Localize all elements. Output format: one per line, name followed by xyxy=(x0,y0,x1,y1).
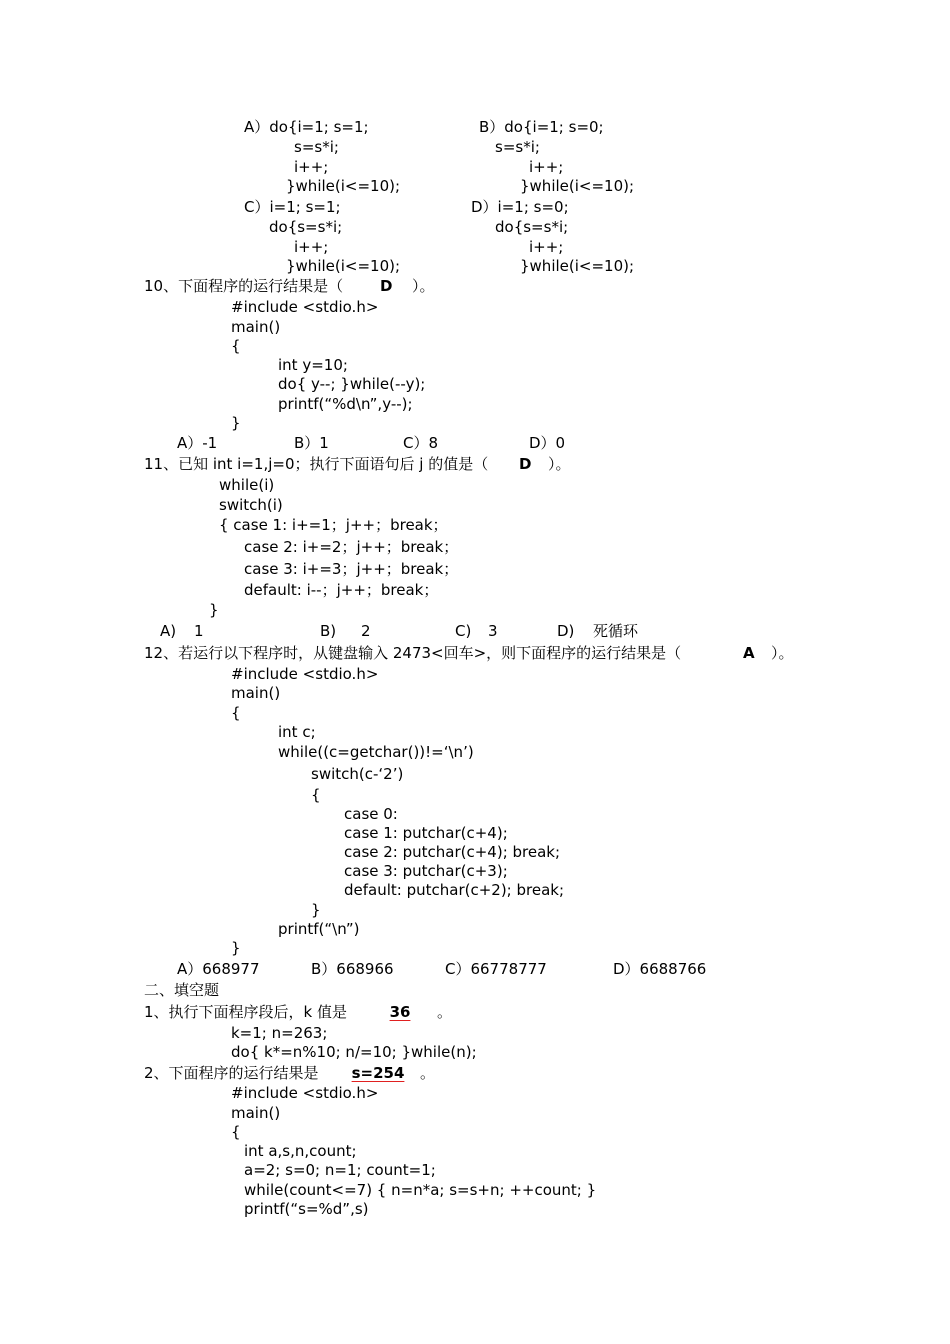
q11-code-line: case 2: i+=2；j++；break； xyxy=(244,538,459,556)
q11-option-a-label: A) xyxy=(160,622,177,640)
q9-option-b-line1: B）do{i=1; s=0; xyxy=(479,118,604,136)
q11-option-c-label: C) xyxy=(455,622,472,640)
fill-q2-stem-prefix: 2、下面程序的运行结果是 xyxy=(144,1064,319,1082)
q12-code-line: case 0: xyxy=(344,805,398,823)
q12-code-line: { xyxy=(231,704,241,722)
q9-option-b-line2: s=s*i; xyxy=(495,138,540,156)
q12-stem-suffix: ）。 xyxy=(771,644,794,662)
fill-q2-code-line: { xyxy=(231,1123,241,1141)
fill-q2-answer: s=254 xyxy=(351,1064,405,1082)
q10-option-d: D）0 xyxy=(529,434,566,452)
fill-q2-code-line: int a,s,n,count; xyxy=(244,1142,357,1160)
q11-option-a-value: 1 xyxy=(194,622,204,640)
q12-code-line: printf(“\n”) xyxy=(278,920,360,938)
q12-code-line: #include <stdio.h> xyxy=(231,665,379,683)
q9-option-c-line4: }while(i<=10); xyxy=(286,257,401,275)
q10-code-line: int y=10; xyxy=(278,356,348,374)
fill-q2-stem-suffix: 。 xyxy=(420,1064,436,1082)
q9-option-d-line4: }while(i<=10); xyxy=(520,257,635,275)
fill-q1-stem-suffix: 。 xyxy=(437,1003,453,1021)
q9-option-b-line3: i++; xyxy=(529,158,564,176)
q12-stem-prefix: 12、若运行以下程序时，从键盘输入 2473<回车>，则下面程序的运行结果是（ xyxy=(144,644,682,662)
q11-code-line: } xyxy=(209,601,219,619)
q9-option-c-line2: do{s=s*i; xyxy=(269,218,343,236)
q10-option-a: A）-1 xyxy=(177,434,218,452)
q12-option-c: C）66778777 xyxy=(445,960,547,978)
q11-option-b-value: 2 xyxy=(361,622,371,640)
q12-code-line: { xyxy=(311,786,321,804)
q11-stem-suffix: ）。 xyxy=(548,455,571,473)
q10-code-line: { xyxy=(231,337,241,355)
q12-code-line: default: putchar(c+2); break; xyxy=(344,881,565,899)
q11-option-c-value: 3 xyxy=(488,622,498,640)
q12-code-line: case 2: putchar(c+4); break; xyxy=(344,843,561,861)
q9-option-c-line3: i++; xyxy=(294,238,329,256)
q11-option-b-label: B) xyxy=(320,622,337,640)
q10-stem-suffix: ）。 xyxy=(412,277,435,295)
q9-option-a-line1: A）do{i=1; s=1; xyxy=(244,118,369,136)
fill-q2-code-line: printf(“s=%d”,s) xyxy=(244,1200,369,1218)
q10-code-line: printf(“%d\n”,y--); xyxy=(278,395,413,413)
q12-code-line: int c; xyxy=(278,723,316,741)
fill-q1-answer: 36 xyxy=(389,1003,411,1021)
q11-stem-prefix: 11、已知 int i=1,j=0；执行下面语句后 j 的值是（ xyxy=(144,455,489,473)
q12-code-line: } xyxy=(311,901,321,919)
q10-stem-prefix: 10、下面程序的运行结果是（ xyxy=(144,277,344,295)
q9-option-d-line3: i++; xyxy=(529,238,564,256)
q10-code-line: } xyxy=(231,414,241,432)
q12-option-a: A）668977 xyxy=(177,960,260,978)
fill-q2-code-line: main() xyxy=(231,1104,281,1122)
q9-option-a-line2: s=s*i; xyxy=(294,138,339,156)
q12-code-line: case 1: putchar(c+4); xyxy=(344,824,508,842)
fill-q1-code-line: do{ k*=n%10; n/=10; }while(n); xyxy=(231,1043,477,1061)
q9-option-d-line1: D）i=1; s=0; xyxy=(471,198,569,216)
q9-option-b-line4: }while(i<=10); xyxy=(520,177,635,195)
q9-option-a-line3: i++; xyxy=(294,158,329,176)
fill-q2-code-line: a=2; s=0; n=1; count=1; xyxy=(244,1161,436,1179)
q11-answer: D xyxy=(519,455,532,473)
q12-option-d: D）6688766 xyxy=(613,960,707,978)
q11-option-d-label: D) xyxy=(557,622,575,640)
q12-code-line: switch(c-‘2’) xyxy=(311,765,404,783)
q9-option-c-line1: C）i=1; s=1; xyxy=(244,198,341,216)
q10-option-b: B）1 xyxy=(294,434,329,452)
q11-code-line: while(i) xyxy=(219,476,275,494)
q12-code-line: main() xyxy=(231,684,281,702)
q12-option-b: B）668966 xyxy=(311,960,394,978)
fill-q1-code-line: k=1; n=263; xyxy=(231,1024,328,1042)
q12-code-line: } xyxy=(231,939,241,957)
q9-option-a-line4: }while(i<=10); xyxy=(286,177,401,195)
q12-code-line: case 3: putchar(c+3); xyxy=(344,862,508,880)
q12-code-line: while((c=getchar())!=‘\n’) xyxy=(278,743,474,761)
fill-q2-code-line: while(count<=7) { n=n*a; s=s+n; ++count; } xyxy=(244,1181,597,1199)
q10-code-line: #include <stdio.h> xyxy=(231,298,379,316)
section-heading: 二、填空题 xyxy=(144,981,220,999)
q11-code-line: default: i--；j++；break； xyxy=(244,581,439,599)
q11-option-d-value: 死循环 xyxy=(593,622,639,640)
q10-code-line: main() xyxy=(231,318,281,336)
fill-q2-code-line: #include <stdio.h> xyxy=(231,1084,379,1102)
q11-code-line: switch(i) xyxy=(219,496,283,514)
q11-code-line: case 3: i+=3；j++；break； xyxy=(244,560,459,578)
q12-answer: A xyxy=(743,644,755,662)
q10-answer: D xyxy=(380,277,393,295)
q10-option-c: C）8 xyxy=(403,434,439,452)
q10-code-line: do{ y--; }while(--y); xyxy=(278,375,426,393)
fill-q1-stem-prefix: 1、执行下面程序段后，k 值是 xyxy=(144,1003,347,1021)
q9-option-d-line2: do{s=s*i; xyxy=(495,218,569,236)
q11-code-line: { case 1: i+=1；j++；break； xyxy=(219,516,448,534)
